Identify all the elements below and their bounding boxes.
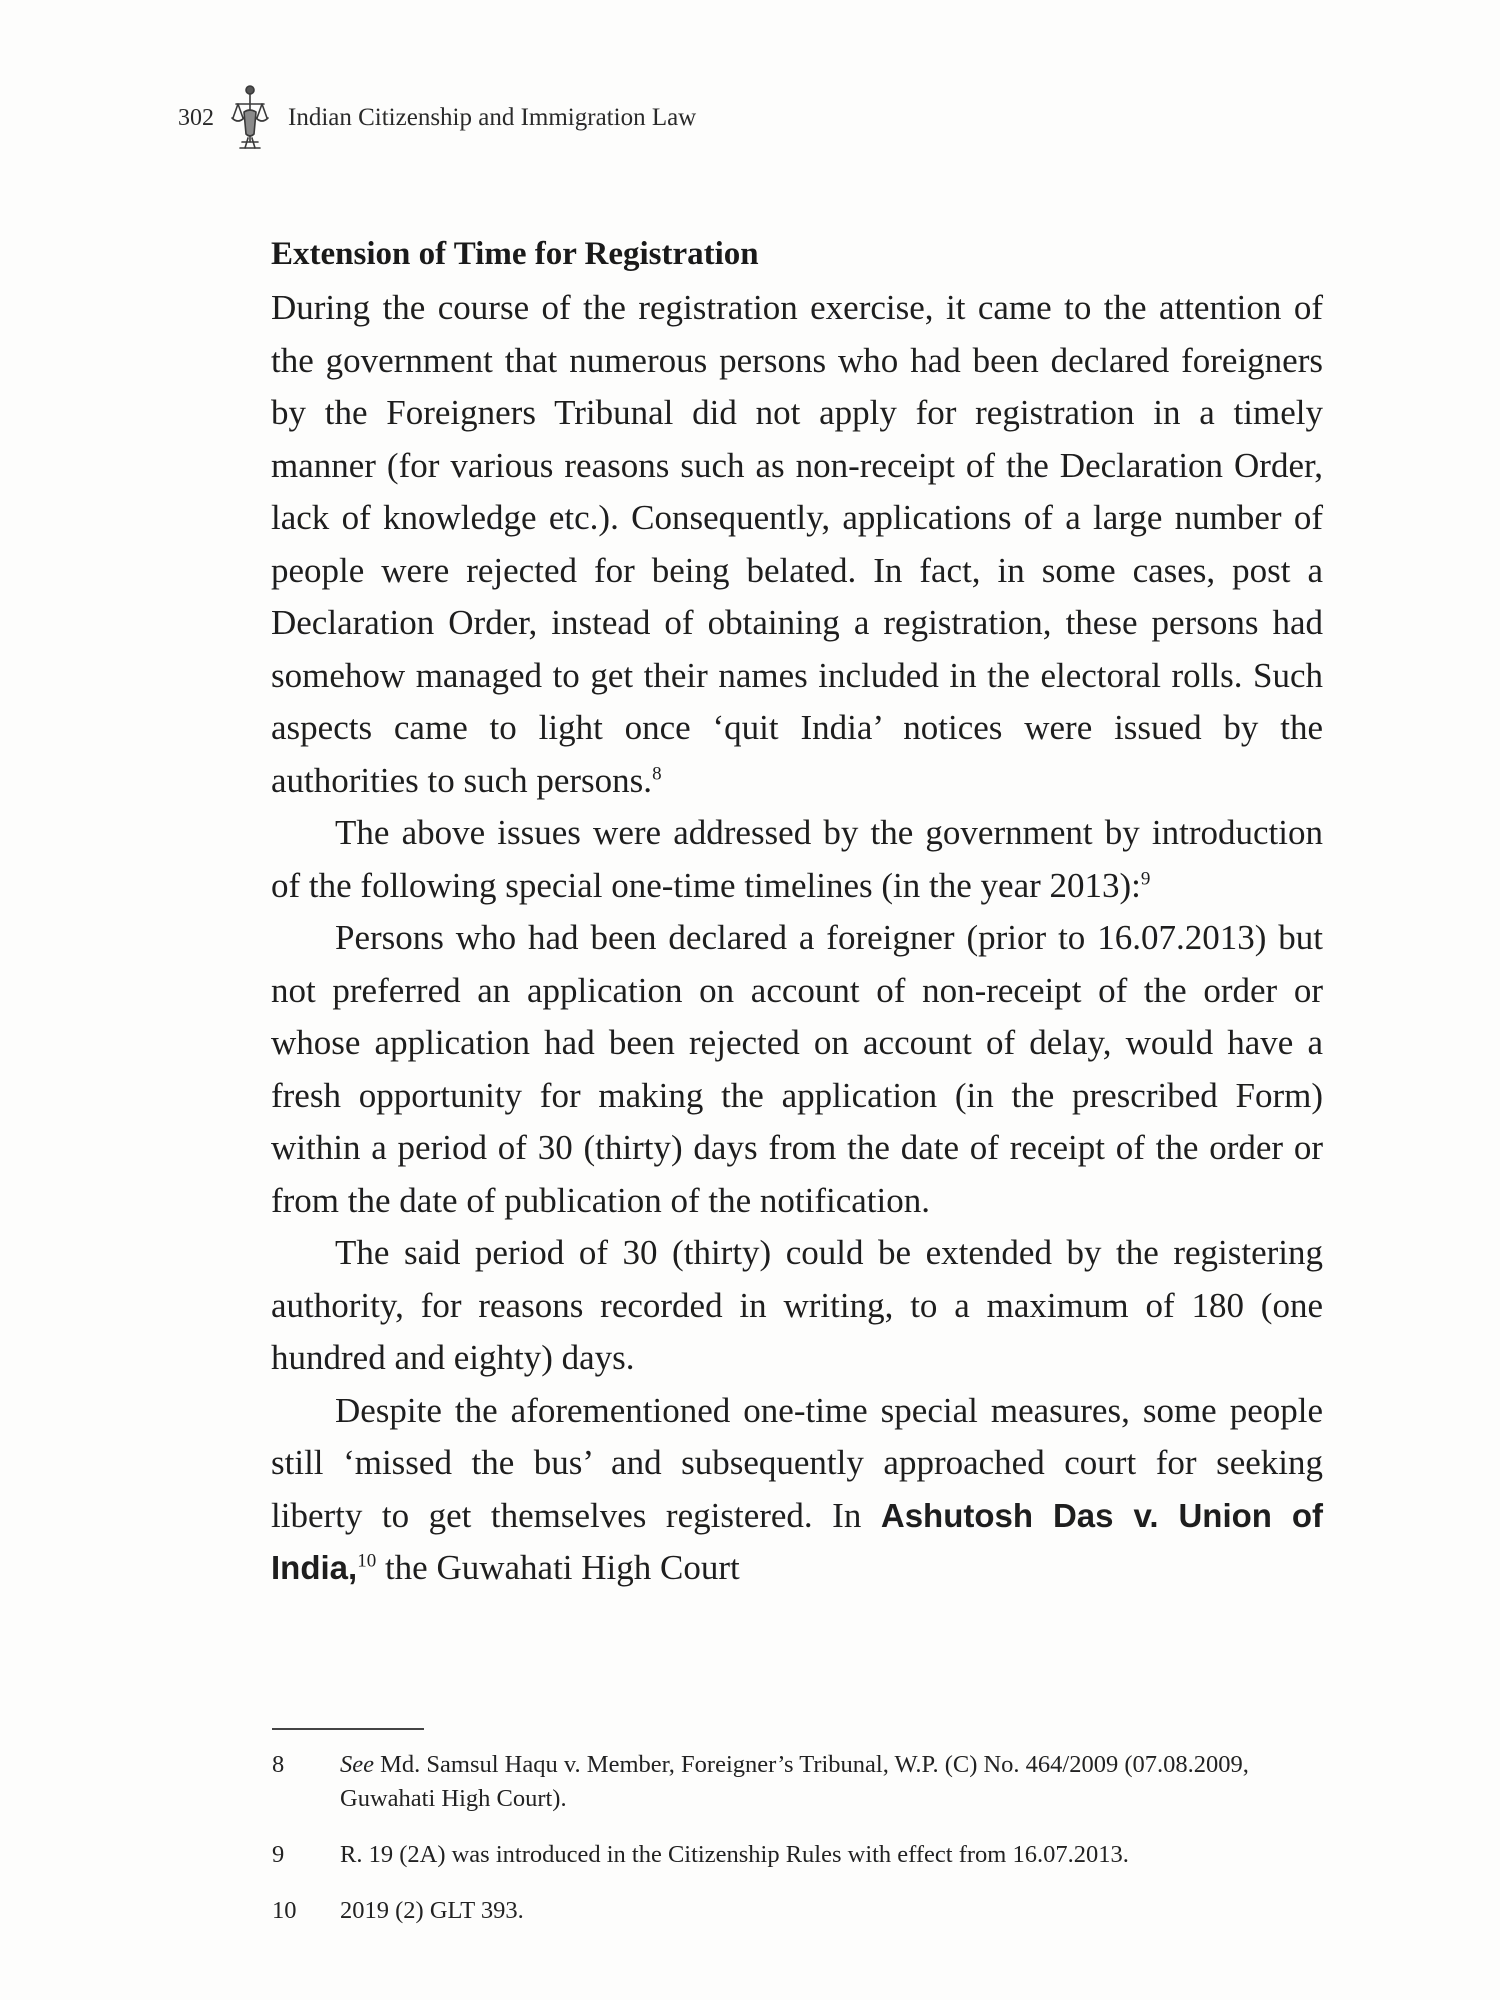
footnote-8 bbox=[272, 1748, 1324, 1816]
footnote-10 bbox=[272, 1894, 1324, 1928]
footnote-ref-10[interactable]: 10 bbox=[357, 1550, 377, 1572]
footnote-divider bbox=[272, 1728, 424, 1730]
section-title: Extension of Time for Registration bbox=[271, 236, 759, 272]
paragraph-5-text-after: the Guwahati High Court bbox=[384, 1548, 740, 1587]
footnote-body: R. 19 (2A) was introduced in the Citizenship Rules with effect from 16.07.2013. bbox=[340, 1841, 1129, 1868]
running-header bbox=[178, 88, 696, 148]
footnote-9 bbox=[272, 1838, 1324, 1872]
footnote-body: 2019 (2) GLT 393. bbox=[340, 1897, 524, 1924]
scales-of-justice-icon bbox=[228, 82, 272, 154]
paragraph-2 bbox=[271, 807, 1323, 912]
footnote-signal: See bbox=[340, 1751, 374, 1778]
page-number: 302 bbox=[178, 104, 214, 131]
paragraph-4: The said period of 30 (thirty) could be extended by the registering authority, for reasons recorded in writing, to a maximum of 180 (one hundred and eighty) days. bbox=[271, 1233, 1323, 1377]
footnote-text bbox=[340, 1748, 1324, 1816]
paragraph-5-text-before: Despite the aforementioned one-time special measures, some people still ‘missed the bus’ and subsequently approached court for seeking liberty to get themselves registered. In bbox=[271, 1390, 1323, 1535]
footnote-ref-9[interactable]: 9 bbox=[1140, 867, 1151, 889]
footnote-number: 9 bbox=[272, 1841, 285, 1868]
main-text bbox=[271, 232, 1323, 1595]
footnotes bbox=[272, 1748, 1324, 1950]
paragraph-5 bbox=[271, 1385, 1323, 1595]
footnote-number: 10 bbox=[272, 1897, 297, 1924]
paragraph-1-text: During the course of the registration exercise, it came to the attention of the government that numerous persons who had been declared foreigners by the Foreigners Tribunal did not apply for registration in a timely manner (for various reasons such as non-receipt of the Declaration Order, lack of knowledge etc.). Consequently, applications of a large number of people were rejected for being belated. In fact, in some cases, post a Declaration Order, instead of obtaining a registration, these persons had somehow managed to get their names included in the electoral rolls. Such aspects came to light once ‘quit India’ notices were issued by the authorities to such persons. bbox=[271, 288, 1323, 800]
paragraph-3: Persons who had been declared a foreigner (prior to 16.07.2013) but not preferred an application on account of non-receipt of the order or whose application had been rejected on account of delay, would have a fresh opportunity for making the application (in the prescribed Form) within a period of 30 (thirty) days from the date of receipt of the order or from the date of publication of the notification. bbox=[271, 918, 1323, 1220]
footnote-number: 8 bbox=[272, 1751, 285, 1778]
running-title: Indian Citizenship and Immigration Law bbox=[288, 104, 697, 131]
footnote-body: Md. Samsul Haqu v. Member, Foreigner’s Tribunal, W.P. (C) No. 464/2009 (07.08.2009, Guwahati High Court). bbox=[340, 1751, 1249, 1812]
case-name: Ashutosh Das v. Union of India, bbox=[271, 1496, 1324, 1586]
paragraph-2-text: The above issues were addressed by the government by introduction of the following special one-time timelines (in the year 2013): bbox=[271, 813, 1323, 905]
footnote-ref-8[interactable]: 8 bbox=[652, 762, 662, 784]
paragraph-1 bbox=[271, 282, 1323, 807]
